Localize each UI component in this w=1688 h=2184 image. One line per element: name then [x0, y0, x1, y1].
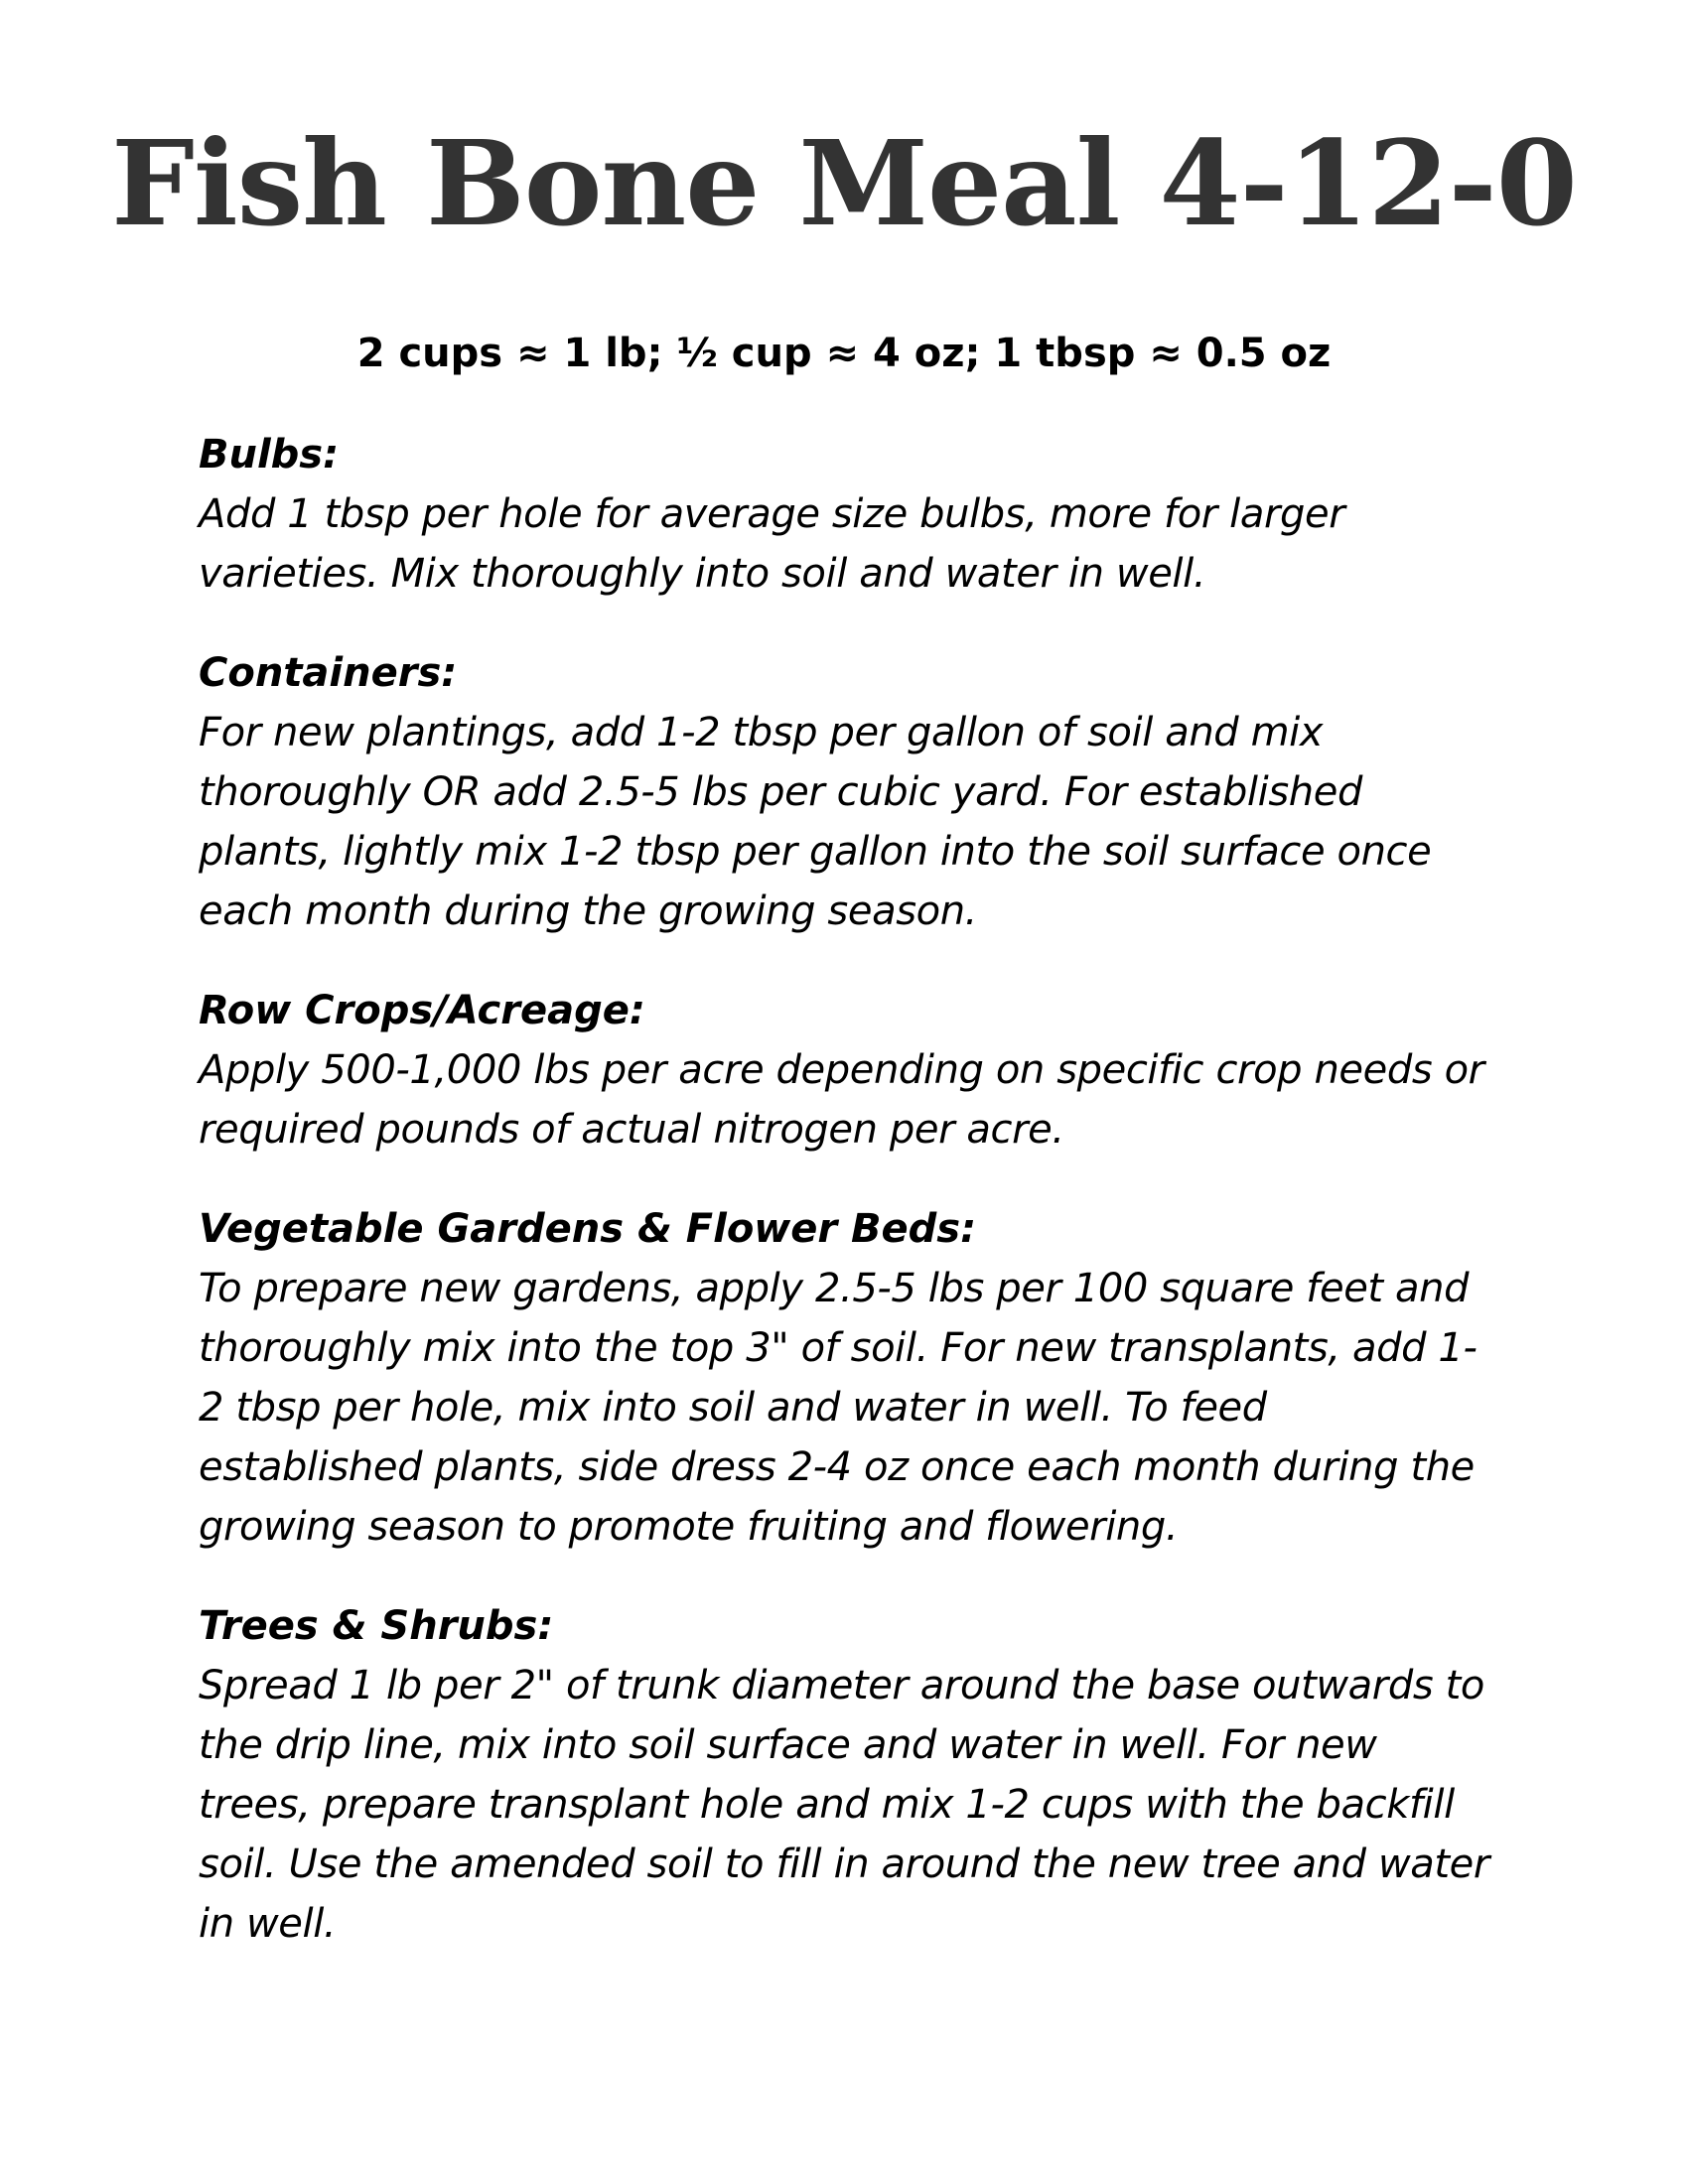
- section-body: To prepare new gardens, apply 2.5-5 lbs per 100 square feet and thoroughly mix into the top 3" of soil. For new transplants, add 1-2 tbsp per hole, mix into soil and water in well. To feed established plants, side dress 2-4 oz once each month during the growing season to promote fruiting and flowering.: [199, 1266, 1477, 1550]
- section-trees-shrubs: [199, 1596, 1499, 1954]
- page-title: Fish Bone Meal 4-12-0: [111, 114, 1577, 252]
- section-body: For new plantings, add 1-2 tbsp per gallon of soil and mix thoroughly OR add 2.5-5 lbs per cubic yard. For established plants, lightly mix 1-2 tbsp per gallon into the soil surface once each month during the growing season.: [199, 710, 1432, 934]
- section-body: Add 1 tbsp per hole for average size bulbs, more for larger varieties. Mix thoroughly into soil and water in well.: [199, 491, 1345, 597]
- section-containers: [199, 643, 1499, 941]
- section-heading: Trees & Shrubs:: [199, 1603, 554, 1649]
- section-body: Spread 1 lb per 2" of trunk diameter around the base outwards to the drip line, mix into soil surface and water in well. For new trees, prepare transplant hole and mix 1-2 cups with the backfill soil. Use the amended soil to fill in around the new tree and water in well.: [199, 1663, 1489, 1947]
- application-instructions: [199, 425, 1499, 1993]
- section-vegetable-gardens: [199, 1199, 1499, 1557]
- section-body: Apply 500-1,000 lbs per acre depending on specific crop needs or required pounds of actual nitrogen per acre.: [199, 1047, 1484, 1153]
- section-row-crops: [199, 981, 1499, 1160]
- conversion-note: 2 cups ≈ 1 lb; ½ cup ≈ 4 oz; 1 tbsp ≈ 0.5 oz: [356, 331, 1332, 376]
- section-heading: Row Crops/Acreage:: [199, 988, 645, 1033]
- section-bulbs: [199, 425, 1499, 604]
- section-heading: Bulbs:: [199, 432, 340, 478]
- section-heading: Containers:: [199, 650, 458, 696]
- section-heading: Vegetable Gardens & Flower Beds:: [199, 1206, 977, 1252]
